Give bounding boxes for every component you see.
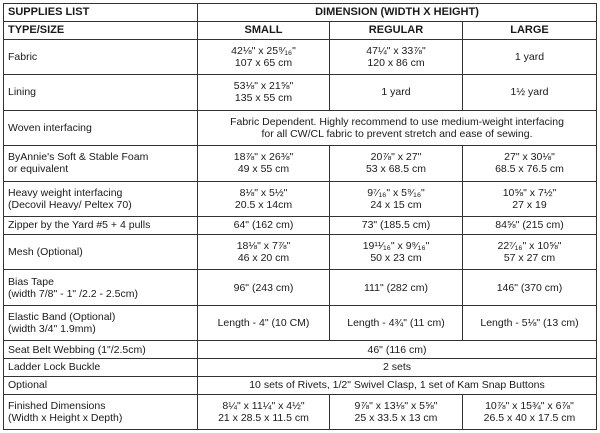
- small-value-line: 64" (162 cm): [233, 219, 294, 232]
- regular-value: [330, 270, 463, 306]
- small-value: [198, 394, 330, 430]
- table-row: [4, 39, 597, 75]
- spanned-value-line: Fabric Dependent. Highly recommend to use medium-weight interfacing: [230, 115, 564, 128]
- row-label-line: ByAnnie's Soft & Stable Foam: [8, 151, 149, 164]
- row-label: [4, 39, 198, 75]
- row-label-line: Bias Tape: [8, 275, 54, 288]
- large-value-line: 146" (370 cm): [496, 281, 563, 294]
- regular-value-line: 9⅞" x 13⅛" x 5⅝": [354, 399, 438, 412]
- row-label: [4, 376, 198, 394]
- large-value-line: 57 x 27 cm: [503, 252, 556, 264]
- supplies-list-header: SUPPLIES LIST: [4, 4, 198, 22]
- spanned-value-line: for all CW/CL fabric to prevent stretch and ease of sewing.: [261, 127, 533, 140]
- regular-value: [330, 217, 463, 235]
- row-label-line: Elastic Band (Optional): [8, 311, 116, 323]
- spanned-value: [198, 341, 597, 359]
- row-label-line: Finished Dimensions: [8, 399, 106, 412]
- row-label-line: or equivalent: [8, 163, 69, 176]
- row-label-line: Woven interfacing: [8, 121, 92, 134]
- row-label-line: Lining: [8, 86, 37, 99]
- small-value: [198, 234, 330, 270]
- large-value-line: 26.5 x 40 x 17.5 cm: [483, 411, 576, 424]
- row-label: [4, 234, 198, 270]
- row-label: [4, 146, 198, 182]
- row-label-line: (Decovil Heavy/ Peltex 70): [8, 198, 132, 211]
- small-value: [198, 305, 330, 341]
- regular-value: [330, 234, 463, 270]
- row-label: [4, 75, 198, 111]
- table-row: [4, 359, 597, 377]
- table-row: [4, 181, 597, 217]
- row-label: [4, 110, 198, 146]
- small-value-line: Length - 4" (10 CM): [217, 317, 310, 329]
- header-row-1: [4, 4, 597, 22]
- small-value: [198, 39, 330, 75]
- header-row-2: [4, 21, 597, 39]
- regular-value: [330, 39, 463, 75]
- large-value-line: 68.5 x 76.5 cm: [495, 163, 564, 176]
- regular-value: [330, 305, 463, 341]
- row-label-line: Mesh (Optional): [8, 246, 83, 258]
- large-value: [463, 75, 597, 111]
- dimension-header: DIMENSION (WIDTH X HEIGHT): [198, 4, 597, 22]
- small-value-line: 135 x 55 cm: [234, 92, 293, 105]
- small-value-line: 20.5 x 14cm: [234, 198, 293, 211]
- large-value-line: Length - 5⅛" (13 cm): [480, 317, 579, 329]
- table-row: [4, 341, 597, 359]
- small-value-line: 49 x 55 cm: [237, 163, 290, 176]
- row-label-line: (width 7/8" - 1" /2.2 - 2.5cm): [8, 287, 138, 300]
- small-value-line: 53⅛" x 21⅝": [233, 80, 294, 93]
- table-row: [4, 110, 597, 146]
- spanned-value-line: 10 sets of Rivets, 1/2" Swivel Clasp, 1 set of Kam Snap Buttons: [249, 379, 545, 392]
- table-row: [4, 146, 597, 182]
- row-label: [4, 305, 198, 341]
- table-row: [4, 305, 597, 341]
- small-header: SMALL: [198, 21, 330, 39]
- large-value-line: 10⅞" x 15¾" x 6⅞": [485, 399, 574, 412]
- small-value-line: 8⅛" x 5½": [239, 186, 288, 199]
- large-value: [463, 305, 597, 341]
- table-row: [4, 217, 597, 235]
- row-label-line: (Width x Height x Depth): [8, 411, 123, 424]
- regular-value: [330, 146, 463, 182]
- small-value: [198, 217, 330, 235]
- large-value: [463, 146, 597, 182]
- regular-value-line: 53 x 68.5 cm: [365, 163, 427, 176]
- row-label-line: Zipper by the Yard #5 + 4 pulls: [8, 219, 151, 232]
- regular-value-line: 111" (282 cm): [363, 281, 429, 294]
- regular-value-line: 20⅞" x 27": [370, 151, 422, 164]
- regular-value-line: Length - 4¾" (11 cm): [347, 317, 445, 329]
- spanned-value: [198, 359, 597, 377]
- regular-value: [330, 181, 463, 217]
- regular-value-line: 73" (185.5 cm): [361, 219, 431, 232]
- small-value-line: 21 x 28.5 x 11.5 cm: [218, 411, 309, 424]
- small-value-line: 42⅛" x 25⁹⁄₁₆": [231, 44, 296, 57]
- regular-value-line: 120 x 86 cm: [367, 56, 425, 69]
- spanned-value: [198, 376, 597, 394]
- row-label-line: Fabric: [8, 50, 38, 63]
- spanned-value: [198, 110, 597, 146]
- regular-value-line: 25 x 33.5 x 13 cm: [354, 411, 438, 424]
- large-value-line: 1 yard: [514, 50, 545, 63]
- row-label-line: Optional: [8, 379, 48, 392]
- small-value: [198, 181, 330, 217]
- regular-value-line: 19¹¹⁄₁₆" x 9⁹⁄₁₆": [362, 240, 430, 252]
- small-value-line: 18⅛" x 7⅞": [236, 240, 291, 252]
- large-value-line: 27" x 30⅛": [504, 151, 555, 164]
- small-value-line: 18⅞" x 26⅜": [233, 151, 294, 164]
- small-value-line: 46 x 20 cm: [237, 252, 290, 264]
- row-label-line: Seat Belt Webbing (1"/2.5cm): [8, 343, 146, 356]
- large-value-line: 10⅝" x 7½": [502, 186, 557, 199]
- row-label-line: (width 3/4" 1.9mm): [8, 323, 96, 335]
- large-value-line: 27 x 19: [512, 198, 547, 211]
- small-value: [198, 270, 330, 306]
- large-header: LARGE: [463, 21, 597, 39]
- type-size-header: TYPE/SIZE: [4, 21, 198, 39]
- row-label: [4, 181, 198, 217]
- large-value-line: 84⅝" (215 cm): [495, 219, 564, 232]
- large-value: [463, 39, 597, 75]
- row-label: [4, 270, 198, 306]
- row-label: [4, 394, 198, 430]
- table-row: [4, 234, 597, 270]
- regular-value-line: 47¼" x 33⅞": [366, 44, 426, 57]
- small-value-line: 8¼" x 11¼" x 4½": [222, 399, 305, 412]
- spanned-value-line: 46" (116 cm): [367, 343, 427, 356]
- regular-value-line: 50 x 23 cm: [370, 252, 422, 264]
- row-label-line: Ladder Lock Buckle: [8, 361, 101, 374]
- table-row: [4, 376, 597, 394]
- large-value-line: 22⁷⁄₁₆" x 10⅝": [497, 240, 562, 252]
- table-row: [4, 270, 597, 306]
- spanned-value-line: 2 sets: [382, 361, 411, 374]
- large-value: [463, 217, 597, 235]
- large-value: [463, 234, 597, 270]
- regular-value: [330, 75, 463, 111]
- regular-header: REGULAR: [330, 21, 463, 39]
- large-value-line: 1½ yard: [510, 86, 549, 99]
- large-value: [463, 270, 597, 306]
- small-value-line: 96" (243 cm): [233, 281, 294, 294]
- supplies-table: [3, 3, 597, 430]
- row-label: [4, 217, 198, 235]
- regular-value-line: 1 yard: [381, 86, 411, 99]
- regular-value-line: 9⁷⁄₁₆" x 5⁹⁄₁₆": [367, 186, 425, 199]
- row-label-line: Heavy weight interfacing: [8, 186, 123, 199]
- small-value: [198, 146, 330, 182]
- small-value-line: 107 x 65 cm: [234, 56, 293, 69]
- row-label: [4, 341, 198, 359]
- table-row: [4, 394, 597, 430]
- large-value: [463, 394, 597, 430]
- small-value: [198, 75, 330, 111]
- regular-value: [330, 394, 463, 430]
- table-row: [4, 75, 597, 111]
- regular-value-line: 24 x 15 cm: [370, 198, 422, 211]
- row-label: [4, 359, 198, 377]
- large-value: [463, 181, 597, 217]
